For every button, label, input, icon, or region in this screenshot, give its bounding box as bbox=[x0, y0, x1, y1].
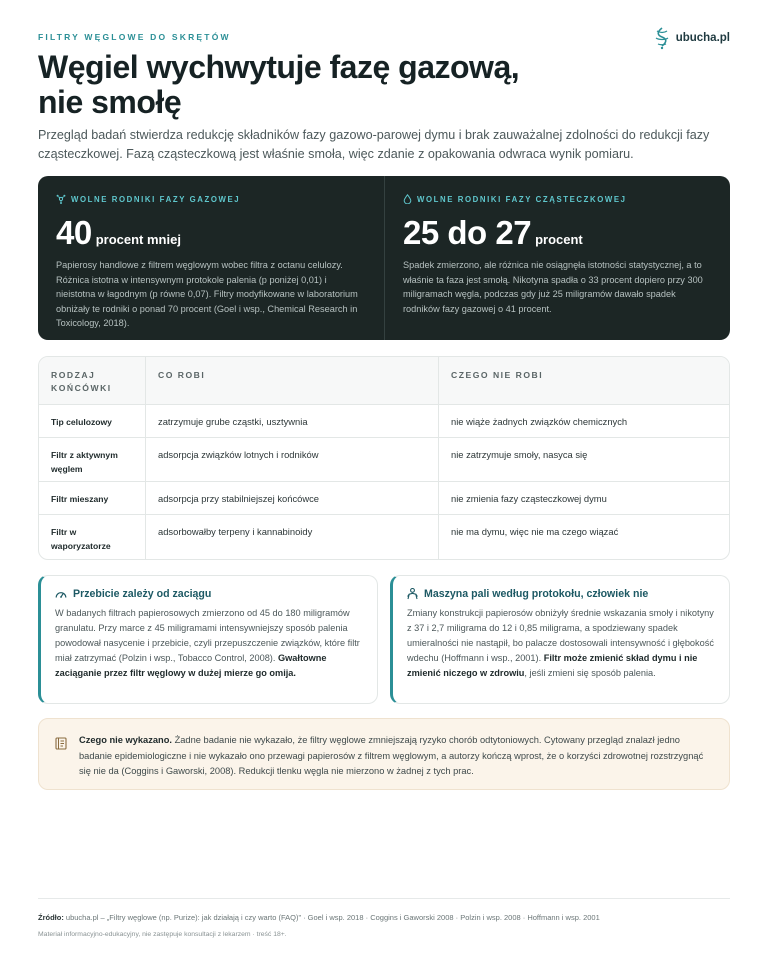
card-text: W badanych filtrach papierosowych zmierzono od 45 do 180 miligramów granulatu. Przy marce z 45 miligramami intensywniejszy sposób palenia powodował nasycenie i przebicie, czyli przepuszczenie związków, które filtr miał zatrzymać (Polzin i wsp., Tobacco Control, 2008). Gwałtowne zaciąganie przez filtr węglowy w dużej mierze go omija. bbox=[55, 608, 360, 678]
stat-description: Papierosy handlowe z filtrem węglowym wobec filtra z octanu celulozy. Różnica istotna w intensywnym protokole palenia (p poniżej 0,01) i nieistotna w łagodnym (p równe 0,07). Filtry modyfikowane w laboratorium obniżały te rodniki o ponad 70 procent (Goel i wsp., Chemical Research in Toxicology, 2018). bbox=[56, 260, 358, 328]
stat-number: 25 do 27 bbox=[403, 214, 532, 251]
note-heading: Czego nie wykazano. bbox=[79, 735, 172, 745]
column-header: CO ROBI bbox=[146, 357, 439, 404]
stat-figure bbox=[56, 214, 366, 252]
card-text: Zmiany konstrukcji papierosów obniżyły średnie wskazania smoły i nikotyny z 37 i 2,7 miligrama do 12 i 0,85 miligrama, a spodziewany spadek umieralności nie nastąpił, bo palacze dostosowali intensywność i głębokość wdechu (Hoffmann i wsp., 2001). Filtr może zmienić skład dymu i nie zmienić niczego w zdrowiu, jeśli zmieni się sposób palenia. bbox=[407, 608, 714, 678]
note-text: Czego nie wykazano. Żadne badanie nie wykazało, że filtry węglowe zmniejszają ryzyko chorób odtytoniowych. Cytowany przegląd znalazł jedno badanie epidemiologiczne i nie wykazało ono przewagi papierosów z filtrem węglowym, a autorzy kończą wprost, że o korzyści zdrowotnej rozstrzygnąć się nie da (Coggins i Gaworski, 2008). Redukcji tlenku węgla nie mierzono w żadnej z tych prac. bbox=[79, 735, 704, 776]
card-emphasis: Gwałtowne zaciąganie przez filtr węglowy w dużej mierze go omija. bbox=[55, 653, 327, 678]
gauge-icon bbox=[55, 589, 67, 599]
eyebrow: FILTRY WĘGLOWE DO SKRĘTÓW bbox=[38, 32, 231, 42]
table-cell: nie ma dymu, więc nie ma czego wiązać bbox=[451, 526, 619, 537]
stat-number: 40 bbox=[56, 214, 92, 251]
table-row bbox=[39, 515, 729, 559]
table-cell: adsorbowałby terpeny i kannabinoidy bbox=[146, 515, 439, 559]
title-line-2: nie smołę bbox=[38, 84, 182, 120]
table-cell: nie zatrzymuje smoły, nasyca się bbox=[451, 449, 588, 460]
footer-divider bbox=[38, 898, 730, 899]
droplet-icon bbox=[403, 194, 412, 204]
table-cell: adsorpcja związków lotnych i rodników bbox=[146, 438, 439, 481]
table-cell: Filtr w waporyzatorze bbox=[39, 515, 146, 559]
card-emphasis: Filtr może zmienić skład dymu i nie zmienić niczego w zdrowiu bbox=[407, 653, 698, 678]
table-cell: Tip celulozowy bbox=[39, 405, 146, 437]
lead-paragraph: Przegląd badań stwierdza redukcję składników fazy gazowo‑parowej dymu i brak zauważalnej zdolności do redukcji fazy cząsteczkowej. Fazą cząsteczkową jest właśnie smoła, więc zdanie z opakowania odwraca wynik pomiaru. bbox=[38, 128, 710, 161]
infographic-page bbox=[38, 0, 730, 960]
stat-unit: procent mniej bbox=[95, 232, 181, 247]
stat-gas-phase bbox=[38, 176, 384, 340]
table-row bbox=[39, 405, 729, 438]
document-icon bbox=[55, 737, 67, 750]
info-card-draw bbox=[38, 575, 378, 704]
logo[interactable] bbox=[653, 26, 730, 50]
table-cell: nie wiąże żadnych związków chemicznych bbox=[451, 416, 628, 427]
disclaimer: Materiał informacyjno‑edukacyjny, nie zastępuje konsultacji z lekarzem · treść 18+. bbox=[38, 931, 287, 938]
table-cell: Filtr mieszany bbox=[39, 482, 146, 514]
stat-unit: procent bbox=[535, 232, 583, 247]
column-header: CZEGO NIE ROBI bbox=[451, 370, 544, 380]
stat-kicker: WOLNE RODNIKI FAZY CZĄSTECZKOWEJ bbox=[403, 194, 712, 204]
table-cell: adsorpcja przy stabilniejszej końcówce bbox=[146, 482, 439, 514]
stat-description: Spadek zmierzono, ale różnica nie osiągnęła istotności statystycznej, a to właśnie ta faza jest smołą. Nikotyna spadła o 33 procent dopiero przy 300 miligramach węgla, podczas gdy już 25 miligramów dawało spadek rodników fazy gazowej o 41 procent. bbox=[403, 260, 703, 314]
page-title bbox=[38, 50, 598, 120]
card-title: Maszyna pali według protokołu, człowiek nie bbox=[407, 588, 715, 600]
stat-kicker: WOLNE RODNIKI FAZY GAZOWEJ bbox=[56, 194, 366, 204]
table-row bbox=[39, 482, 729, 515]
stat-figure bbox=[403, 214, 712, 252]
comparison-table bbox=[38, 356, 730, 560]
logo-icon bbox=[653, 26, 671, 50]
molecule-icon bbox=[56, 194, 66, 204]
source-line: Źródło: ubucha.pl – „Filtry węglowe (np. Purize): jak działają i czy warto (FAQ)” · Goel i wsp. 2018 · Coggins i Gaworski 2008 · Polzin i wsp. 2008 · Hoffmann i wsp. 2001 bbox=[38, 913, 600, 922]
table-row bbox=[39, 438, 729, 482]
table-cell: nie zmienia fazy cząsteczkowej dymu bbox=[451, 493, 607, 504]
table-header bbox=[39, 357, 729, 405]
table-cell: zatrzymuje grube cząstki, usztywnia bbox=[146, 405, 439, 437]
logo-text: ubucha.pl bbox=[675, 32, 730, 44]
column-header: RODZAJ KOŃCÓWKI bbox=[39, 357, 146, 404]
person-icon bbox=[407, 588, 418, 600]
table-cell: Filtr z aktywnym węglem bbox=[39, 438, 146, 481]
title-line-1: Węgiel wychwytuje fazę gazową, bbox=[38, 49, 520, 85]
info-card-protocol bbox=[390, 575, 730, 704]
stats-panel bbox=[38, 176, 730, 340]
stat-particle-phase bbox=[384, 176, 730, 340]
card-title: Przebicie zależy od zaciągu bbox=[55, 588, 363, 600]
callout-note bbox=[38, 718, 730, 790]
